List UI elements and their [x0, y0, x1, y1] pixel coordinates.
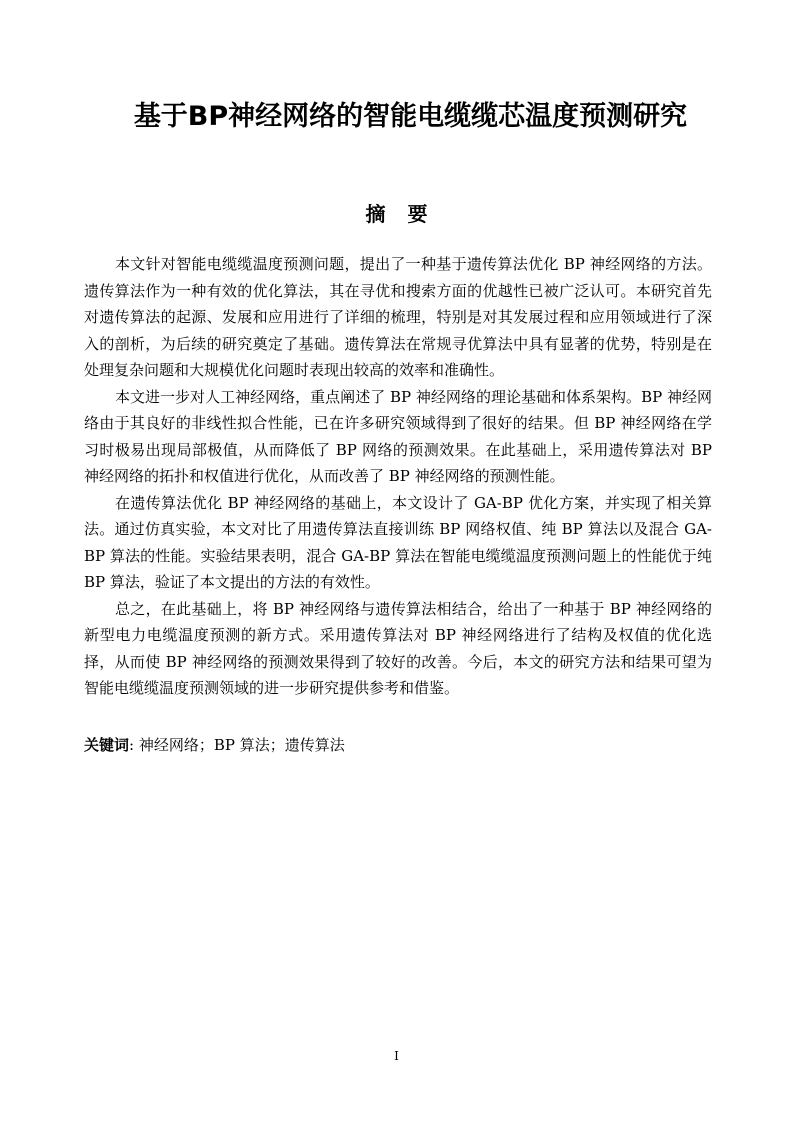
- keywords-label: 关键词: [84, 736, 130, 754]
- abstract-paragraph-4: 总之，在此基础上，将 BP 神经网络与遗传算法相结合，给出了一种基于 BP 神经网络的新型电力电缆温度预测的新方式。采用遗传算法对 BP 神经网络进行了结构及权值的优化选择，从而使 BP 神经网络的预测效果得到了较好的改善。今后，本文的研究方法和结果可望为智能电缆缆温度预测领域的进一步研究提供参考和借鉴。: [84, 599, 712, 697]
- abstract-paragraph-2: 本文进一步对人工神经网络，重点阐述了 BP 神经网络的理论基础和体系架构。BP 神经网络由于其良好的非线性拟合性能，已在许多研究领域得到了很好的结果。但 BP 神经网络在学习时极易出现局部极值，从而降低了 BP 网络的预测效果。在此基础上，采用遗传算法对 BP 神经网络的拓扑和权值进行优化，从而改善了 BP 神经网络的预测性能。: [84, 387, 712, 485]
- abstract-heading: 摘要: [365, 202, 450, 226]
- page-number: I: [394, 1049, 399, 1063]
- keywords-separator: :: [129, 736, 139, 754]
- abstract-body: [84, 251, 712, 702]
- abstract-paragraph-1: 本文针对智能电缆缆温度预测问题，提出了一种基于遗传算法优化 BP 神经网络的方法。遗传算法作为一种有效的优化算法，其在寻优和搜索方面的优越性已被广泛认可。本研究首先对遗传算法的起源、发展和应用进行了详细的梳理，特别是对其发展过程和应用领域进行了深入的剖析，为后续的研究奠定了基础。遗传算法在常规寻优算法中具有显著的优势，特别是在处理复杂问题和大规模优化问题时表现出较高的效率和准确性。: [84, 255, 712, 379]
- keywords-line: [84, 732, 712, 758]
- keywords-list: 神经网络；BP 算法；遗传算法: [138, 736, 345, 754]
- document-title: 基于BP神经网络的智能电缆缆芯温度预测研究: [133, 101, 688, 132]
- abstract-paragraph-3: 在遗传算法优化 BP 神经网络的基础上，本文设计了 GA-BP 优化方案，并实现了相关算法。通过仿真实验，本文对比了用遗传算法直接训练 BP 网络权值、纯 BP 算法以及混合 GA-BP 算法的性能。实验结果表明，混合 GA-BP 算法在智能电缆缆温度预测问题上的性能优于纯 BP 算法，验证了本文提出的方法的有效性。: [84, 493, 712, 591]
